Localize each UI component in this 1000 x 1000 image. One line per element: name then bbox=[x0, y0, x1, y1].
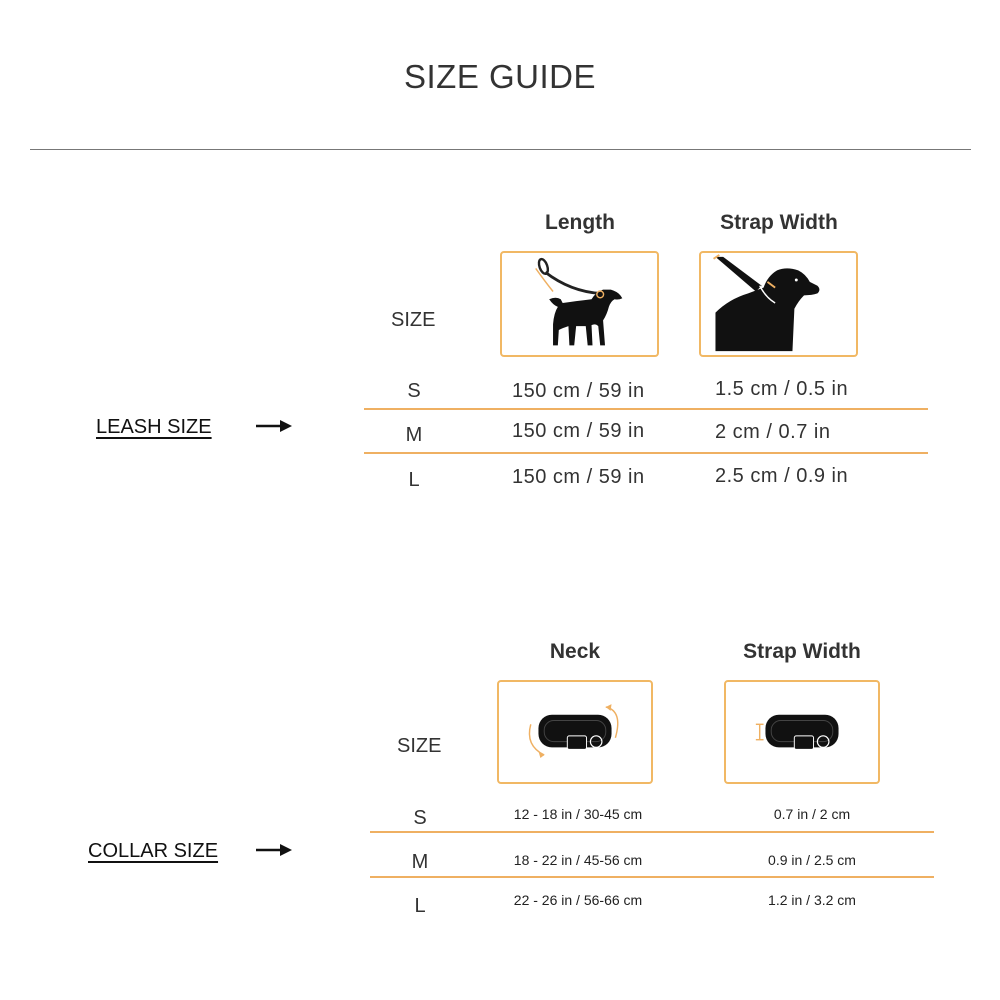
collar-strap-width-image bbox=[724, 680, 880, 784]
collar-row-m-width: 0.9 in / 2.5 cm bbox=[768, 852, 856, 868]
collar-col-neck: Neck bbox=[549, 640, 601, 663]
leash-row-divider bbox=[364, 408, 928, 410]
collar-row-m-size: M bbox=[411, 851, 429, 873]
collar-row-s-neck: 12 - 18 in / 30-45 cm bbox=[513, 806, 643, 822]
leash-size-header: SIZE bbox=[391, 309, 436, 331]
leash-row-s-size: S bbox=[407, 380, 421, 402]
collar-row-divider bbox=[370, 831, 934, 833]
collar-row-l-width: 1.2 in / 3.2 cm bbox=[768, 892, 856, 908]
leash-row-m-size: M bbox=[405, 424, 423, 446]
leash-row-s-width: 1.5 cm / 0.5 in bbox=[715, 378, 849, 400]
dog-on-leash-length-icon bbox=[502, 253, 657, 355]
collar-col-strap-width: Strap Width bbox=[743, 640, 861, 663]
collar-size-header: SIZE bbox=[397, 735, 442, 757]
leash-row-l-size: L bbox=[408, 469, 420, 491]
leash-row-s-length: 150 cm / 59 in bbox=[512, 380, 645, 402]
leash-col-strap-width: Strap Width bbox=[720, 211, 838, 234]
collar-row-m-neck: 18 - 22 in / 45-56 cm bbox=[513, 852, 643, 868]
leash-length-image bbox=[500, 251, 659, 357]
leash-row-m-length: 150 cm / 59 in bbox=[512, 420, 645, 442]
collar-row-s-size: S bbox=[413, 807, 427, 829]
collar-row-l-size: L bbox=[414, 895, 426, 917]
collar-size-label: COLLAR SIZE bbox=[88, 840, 219, 862]
leash-size-label: LEASH SIZE bbox=[96, 416, 212, 438]
collar-row-s-width: 0.7 in / 2 cm bbox=[773, 806, 851, 822]
leash-col-length: Length bbox=[545, 211, 615, 234]
leash-row-m-width: 2 cm / 0.7 in bbox=[715, 421, 831, 443]
title-divider bbox=[30, 149, 971, 150]
leash-row-l-length: 150 cm / 59 in bbox=[512, 466, 645, 488]
collar-row-divider bbox=[370, 876, 934, 878]
arrow-right-icon bbox=[256, 843, 292, 857]
collar-row-l-neck: 22 - 26 in / 56-66 cm bbox=[513, 892, 643, 908]
collar-strap-width-icon bbox=[726, 682, 878, 782]
leash-row-l-width: 2.5 cm / 0.9 in bbox=[715, 465, 849, 487]
collar-neck-circumference-icon bbox=[499, 682, 651, 782]
collar-neck-image bbox=[497, 680, 653, 784]
leash-row-divider bbox=[364, 452, 928, 454]
arrow-right-icon bbox=[256, 419, 292, 433]
leash-strap-width-image bbox=[699, 251, 858, 357]
dog-leash-strap-width-icon bbox=[701, 253, 856, 355]
page-title: SIZE GUIDE bbox=[403, 58, 597, 95]
